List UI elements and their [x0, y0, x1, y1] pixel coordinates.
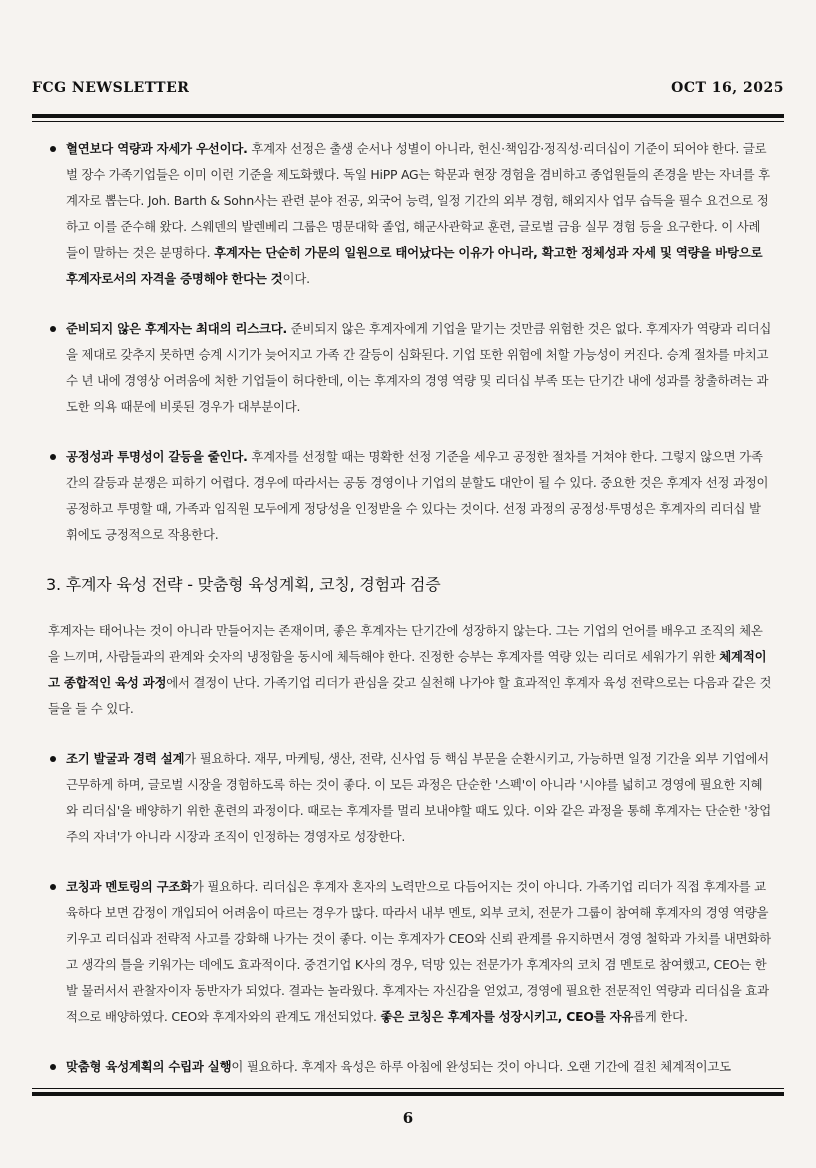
page-number: 6 — [402, 1109, 414, 1127]
body-text: 가 필요하다. 리더십은 후계자 혼자의 노력만으로 다듬어지는 것이 아니다. 가족기업 리더가 직접 후계자를 교육하다 보면 감정이 개입되어 어려움이 따르는 경우가 많다. 따라서 내부 멘토, 외부 코치, 전문가 그룹이 참여해 후계자의 경영 역량을 키우고 리더십과 전략적 사고를 강화해 나가는 것이 좋다. 이는 후계자가 CEO와 신뢰 관계를 유지하면서 경영 철학과 가치를 내면화하고 생각의 틀을 키워가는 데에도 효과적이다. 중견기업 K사의 경우, 덕망 있는 전문가가 후계자의 코치 겸 멘토로 참여했고, CEO는 한발 물러서서 관찰자이자 동반자가 되었다. 결과는 놀라웠다. 후계자는 자신감을 얻었고, 경영에 필요한 전문적인 역량과 리더십을 효과적으로 배양하였다. CEO와 후계자와의 관계도 개선되었다. — [66, 879, 771, 1024]
bold-text: 코칭과 멘토링의 구조화 — [66, 879, 192, 894]
body-text: 후계자는 태어나는 것이 아니라 만들어지는 존재이며, 좋은 후계자는 단기간에 성장하지 않는다. 그는 기업의 언어를 배우고 조직의 체온을 느끼며, 사람들과의 관계와 숫자의 냉정함을 동시에 체득해야 한다. 진정한 승부는 후계자를 역량 있는 리더로 세워가기 위한 — [48, 623, 763, 664]
intro-paragraph — [48, 618, 772, 722]
bold-text: 조기 발굴과 경력 설계 — [66, 751, 185, 766]
bold-text: 준비되지 않은 후계자는 최대의 리스크다. — [66, 321, 288, 336]
bullet-item — [48, 1054, 772, 1080]
body-text: 가 필요하다. 재무, 마케팅, 생산, 전략, 신사업 등 핵심 부문을 순환시키고, 가능하면 일정 기간을 외부 기업에서 근무하게 하며, 글로벌 시장을 경험하도록 하는 것이 좋다. 이 모든 과정은 단순한 '스펙'이 아니라 '시야를 넓히고 경영에 필요한 지혜와 리더십'을 배양하기 위한 훈련의 과정이다. 때로는 후계자를 멀리 보내야할 때도 있다. 이와 같은 과정을 통해 후계자는 단순한 '창업주의 자녀'가 아니라 시장과 조직이 인정하는 경영자로 성장한다. — [66, 751, 771, 844]
body-text: 후계자를 선정할 때는 명확한 선정 기준을 세우고 공정한 절차를 거쳐야 한다. 그렇지 않으면 가족 간의 갈등과 분쟁은 피하기 어렵다. 경우에 따라서는 공동 경영이나 기업의 분할도 대안이 될 수 있다. 중요한 것은 후계자 선정 과정이 공정하고 투명할 때, 가족과 임직원 모두에게 정당성을 인정받을 수 있다는 것이다. 선정 과정의 공정성·투명성은 후계자의 리더십 발휘에도 긍정적으로 작용한다. — [66, 449, 769, 542]
bold-text: 후계자는 단순히 가문의 일원으로 태어났다는 이유가 아니라, 확고한 정체성과 자세 및 역량을 바탕으로 후계자로서의 자격을 증명해야 한다는 것 — [66, 245, 763, 286]
bullet-item — [48, 316, 772, 420]
bullet-item — [48, 444, 772, 548]
header-divider — [32, 114, 784, 122]
bold-text: 공정성과 투명성이 갈등을 줄인다. — [66, 449, 248, 464]
bold-text: 좋은 코칭은 후계자를 성장시키고, CEO를 자유 — [380, 1009, 634, 1024]
newsletter-header — [32, 78, 784, 98]
article-body — [48, 136, 772, 1080]
newsletter-title: FCG NEWSLETTER — [32, 80, 190, 96]
body-text: 후계자 선정은 출생 순서나 성별이 아니라, 헌신·책임감·정직성·리더십이 기준이 되어야 한다. 글로벌 장수 가족기업들은 이미 이런 기준을 제도화했다. 독일 HiPP AG는 학문과 현장 경험을 겸비하고 종업원들의 존경을 받는 자녀를 후계자로 뽑는다. Joh. Barth & Sohn사는 관련 분야 전공, 외국어 능력, 일정 기간의 외부 경험, 해외지사 업무 습득을 필수 요건으로 정하고 이를 준수해 왔다. 스웨덴의 발렌베리 그룹은 명문대학 졸업, 해군사관학교 훈련, 글로벌 금융 실무 경험 등을 요구한다. 이 사례들이 말하는 것은 분명하다. — [66, 141, 770, 260]
issue-date: OCT 16, 2025 — [671, 80, 784, 96]
bullet-item — [48, 136, 772, 292]
body-text: 에서 결정이 난다. 가족기업 리더가 관심을 갖고 실천해 나가야 할 효과적인 후계자 육성 전략으로는 다음과 같은 것들을 들 수 있다. — [48, 675, 772, 716]
footer-divider — [32, 1088, 784, 1096]
bold-text: 혈연보다 역량과 자세가 우선이다. — [66, 141, 248, 156]
bullet-item — [48, 746, 772, 850]
body-text: 롭게 한다. — [633, 1009, 688, 1024]
bold-text: 맞춤형 육성계획의 수립과 실행 — [66, 1059, 232, 1074]
bullet-item — [48, 874, 772, 1030]
body-text: 이다. — [282, 271, 310, 286]
body-text: 이 필요하다. 후계자 육성은 하루 아침에 완성되는 것이 아니다. 오랜 기간에 걸친 체계적이고도 — [231, 1059, 731, 1074]
section-heading: 3. 후계자 육성 전략 - 맞춤형 육성계획, 코칭, 경험과 검증 — [46, 575, 441, 594]
body-text: 준비되지 않은 후계자에게 기업을 맡기는 것만큼 위험한 것은 없다. 후계자가 역량과 리더십을 제대로 갖추지 못하면 승계 시기가 늦어지고 가족 간 갈등이 심화된다. 기업 또한 위험에 처할 가능성이 커진다. 승계 절차를 마치고 수 년 내에 경영상 어려움에 처한 기업들이 허다한데, 이는 후계자의 경영 역량 및 리더십 부족 또는 단기간 내에 성과를 창출하려는 과도한 의욕 때문에 비롯된 경우가 대부분이다. — [66, 321, 772, 414]
bold-text: 체계적이고 종합적인 육성 과정 — [48, 649, 767, 690]
